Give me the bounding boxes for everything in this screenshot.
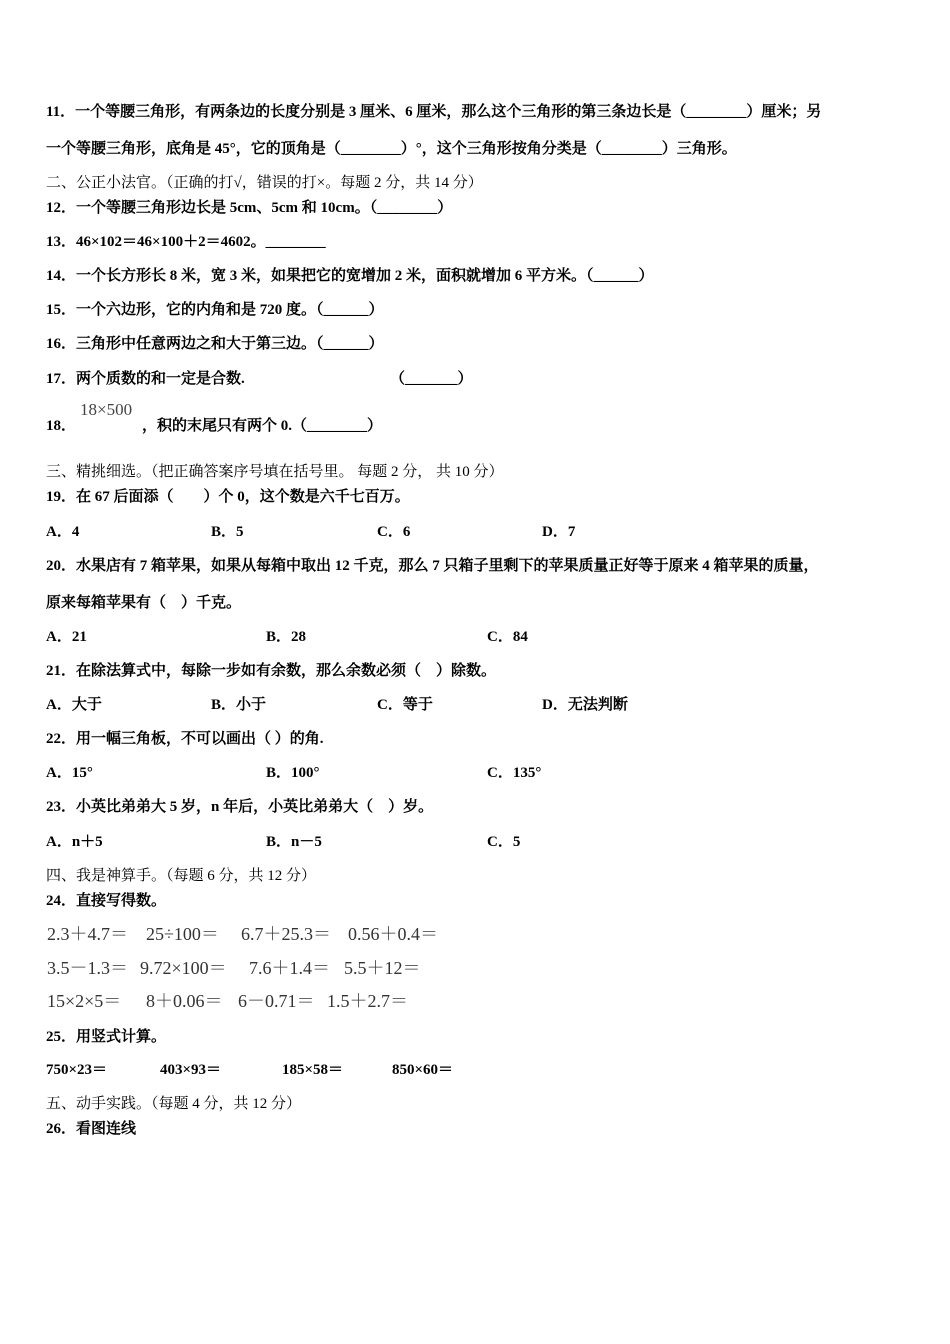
question-13: 13．46×102＝46×100＋2＝4602。________ [46, 234, 326, 250]
question-22-option-b: B．100° [266, 765, 320, 781]
question-17-blank: （_______） [390, 371, 473, 387]
question-18-text: ，积的末尾只有两个 0.（________） [142, 418, 383, 434]
arith-25-div-100: 25÷100＝ [146, 924, 219, 944]
arith-9-72-times-100: 9.72×100＝ [140, 958, 227, 978]
question-14: 14．一个长方形长 8 米，宽 3 米，如果把它的宽增加 2 米，面积就增加 6 平方米。（______） [46, 268, 654, 284]
question-23-option-c: C．5 [487, 834, 521, 850]
section-2-heading: 二、公正小法官。（正确的打√，错误的打×。每题 2 分，共 14 分） [46, 175, 483, 191]
arith-3-5-minus-1-3: 3.5－1.3＝ [47, 958, 128, 978]
question-22-option-a: A．15° [46, 765, 93, 781]
question-23-option-b: B．n－5 [266, 834, 322, 850]
question-20-option-a: A．21 [46, 629, 87, 645]
question-25: 25．用竖式计算。 [46, 1029, 167, 1045]
arith-6-minus-0-71: 6－0.71＝ [238, 991, 315, 1011]
question-21-option-b: B．小于 [211, 697, 267, 713]
arith-7-6-plus-1-4: 7.6＋1.4＝ [249, 958, 330, 978]
vertical-calc-1: 750×23＝ [46, 1062, 108, 1078]
arith-1-5-plus-2-7: 1.5＋2.7＝ [327, 991, 408, 1011]
question-19-option-a: A．4 [46, 524, 80, 540]
question-19-option-d: D．7 [542, 524, 576, 540]
arith-0-56-plus-0-4: 0.56＋0.4＝ [348, 924, 438, 944]
question-21-option-a: A．大于 [46, 697, 102, 713]
arith-5-5-plus-12: 5.5＋12＝ [344, 958, 421, 978]
arith-8-plus-0-06: 8＋0.06＝ [146, 991, 223, 1011]
question-11-line-2: 一个等腰三角形，底角是 45°，它的顶角是（________）°，这个三角形按角分类是（________）三角形。 [46, 141, 737, 157]
vertical-calc-4: 850×60＝ [392, 1062, 454, 1078]
question-21-option-c: C．等于 [377, 697, 433, 713]
question-18-formula: 18×500 [80, 400, 133, 419]
question-15: 15．一个六边形，它的内角和是 720 度。（______） [46, 302, 384, 318]
question-23-option-a: A．n＋5 [46, 834, 103, 850]
question-22-option-c: C．135° [487, 765, 542, 781]
section-3-heading: 三、精挑细选。（把正确答案序号填在括号里。 每题 2 分， 共 10 分） [46, 464, 504, 480]
question-20-line-1: 20．水果店有 7 箱苹果，如果从每箱中取出 12 千克，那么 7 只箱子里剩下的苹果质量正好等于原来 4 箱苹果的质量， [46, 558, 819, 574]
question-24: 24．直接写得数。 [46, 893, 167, 909]
section-4-heading: 四、我是神算手。（每题 6 分，共 12 分） [46, 868, 317, 884]
question-21-option-d: D．无法判断 [542, 697, 628, 713]
vertical-calc-2: 403×93＝ [160, 1062, 222, 1078]
section-5-heading: 五、动手实践。（每题 4 分，共 12 分） [46, 1096, 302, 1112]
question-20-line-2: 原来每箱苹果有（ ）千克。 [46, 595, 242, 611]
question-26: 26．看图连线 [46, 1121, 137, 1137]
question-12: 12．一个等腰三角形边长是 5cm、5cm 和 10cm。（________） [46, 200, 453, 216]
vertical-calc-3: 185×58＝ [282, 1062, 344, 1078]
question-19: 19．在 67 后面添（ ）个 0，这个数是六千七百万。 [46, 489, 410, 505]
arith-2-3-plus-4-7: 2.3＋4.7＝ [47, 924, 128, 944]
question-23: 23．小英比弟弟大 5 岁，n 年后，小英比弟弟大（ ）岁。 [46, 799, 434, 815]
question-11-line-1: 11．一个等腰三角形，有两条边的长度分别是 3 厘米、6 厘米，那么这个三角形的第三条边长是（________）厘米；另 [46, 104, 822, 120]
arith-6-7-plus-25-3: 6.7＋25.3＝ [241, 924, 331, 944]
question-19-option-c: C．6 [377, 524, 411, 540]
question-18-number: 18． [46, 418, 77, 434]
question-19-option-b: B．5 [211, 524, 244, 540]
arith-15-times-2-times-5: 15×2×5＝ [47, 991, 122, 1011]
question-20-option-c: C．84 [487, 629, 528, 645]
question-21: 21．在除法算式中，每除一步如有余数，那么余数必须（ ）除数。 [46, 663, 497, 679]
question-17-text: 17．两个质数的和一定是合数. [46, 371, 245, 387]
question-16: 16．三角形中任意两边之和大于第三边。（______） [46, 336, 384, 352]
question-22: 22．用一幅三角板，不可以画出（ ）的角. [46, 731, 324, 747]
question-20-option-b: B．28 [266, 629, 307, 645]
